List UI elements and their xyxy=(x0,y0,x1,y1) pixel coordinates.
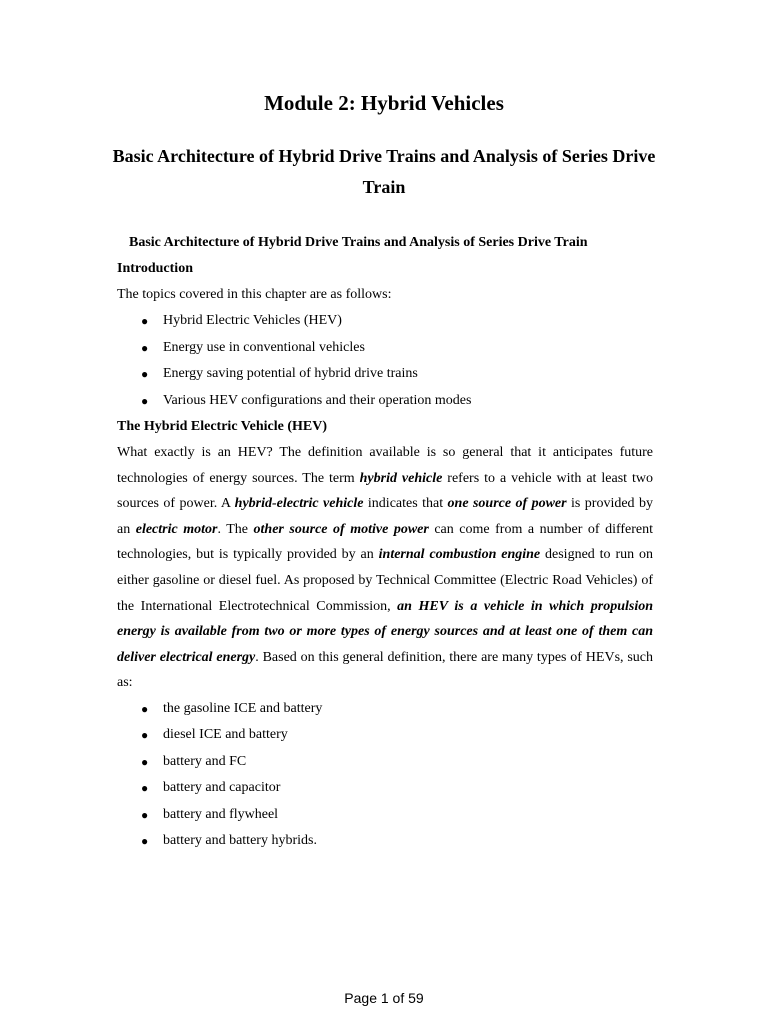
topics-list xyxy=(117,308,653,414)
document-subtitle: Basic Architecture of Hybrid Drive Trains and Analysis of Series Drive Train xyxy=(112,146,656,197)
bullet-icon: ● xyxy=(141,754,149,769)
bullet-icon: ● xyxy=(141,728,149,743)
introduction-heading: Introduction xyxy=(117,261,193,276)
module-title: Module 2: Hybrid Vehicles xyxy=(264,91,504,115)
list-item: ● Hybrid Electric Vehicles (HEV) xyxy=(117,308,653,335)
list-item: ● battery and flywheel xyxy=(117,802,653,829)
list-item: ● battery and capacitor xyxy=(117,775,653,802)
bullet-icon: ● xyxy=(141,314,149,328)
introduction-text: The topics covered in this chapter are as follows: xyxy=(117,287,392,302)
list-item: ● the gasoline ICE and battery xyxy=(117,696,653,723)
bullet-icon: ● xyxy=(141,781,149,796)
hev-heading: The Hybrid Electric Vehicle (HEV) xyxy=(117,419,327,434)
hev-definition-paragraph: What exactly is an HEV? The definition available is so general that it anticipates future technologies of energy sources. The term hybrid vehicle refers to a vehicle with at least two sources of power. A hybrid-electric vehicle indicates that one source of power is provided by an electric motor. The other source of motive power can come from a number of different technologies, but is typically provided by an internal combustion engine designed to run on either gasoline or diesel fuel. As proposed by Technical Committee (Electric Road Vehicles) of the International Electrotechnical Commission, an HEV is a vehicle in which propulsion energy is available from two or more types of energy sources and at least one of them can deliver electrical energy. Based on this general definition, there are many types of HEVs, such as: xyxy=(117,445,654,691)
section-heading: Basic Architecture of Hybrid Drive Trains and Analysis of Series Drive Train xyxy=(129,235,588,250)
bullet-icon: ● xyxy=(141,701,149,716)
list-item: ● battery and FC xyxy=(117,749,653,776)
page-number: Page 1 of 59 xyxy=(344,990,424,1006)
bullet-icon: ● xyxy=(141,834,149,849)
list-item: ● battery and battery hybrids. xyxy=(117,828,653,855)
document-body xyxy=(117,230,653,855)
hev-types-list xyxy=(117,696,653,855)
list-item: ● Energy use in conventional vehicles xyxy=(117,335,653,362)
bullet-icon: ● xyxy=(141,367,149,381)
list-item: ● Energy saving potential of hybrid drive trains xyxy=(117,361,653,388)
bullet-icon: ● xyxy=(141,393,149,408)
bullet-icon: ● xyxy=(141,340,149,355)
bullet-icon: ● xyxy=(141,807,149,822)
list-item: ● Various HEV configurations and their operation modes xyxy=(117,388,653,415)
list-item: ● diesel ICE and battery xyxy=(117,722,653,749)
